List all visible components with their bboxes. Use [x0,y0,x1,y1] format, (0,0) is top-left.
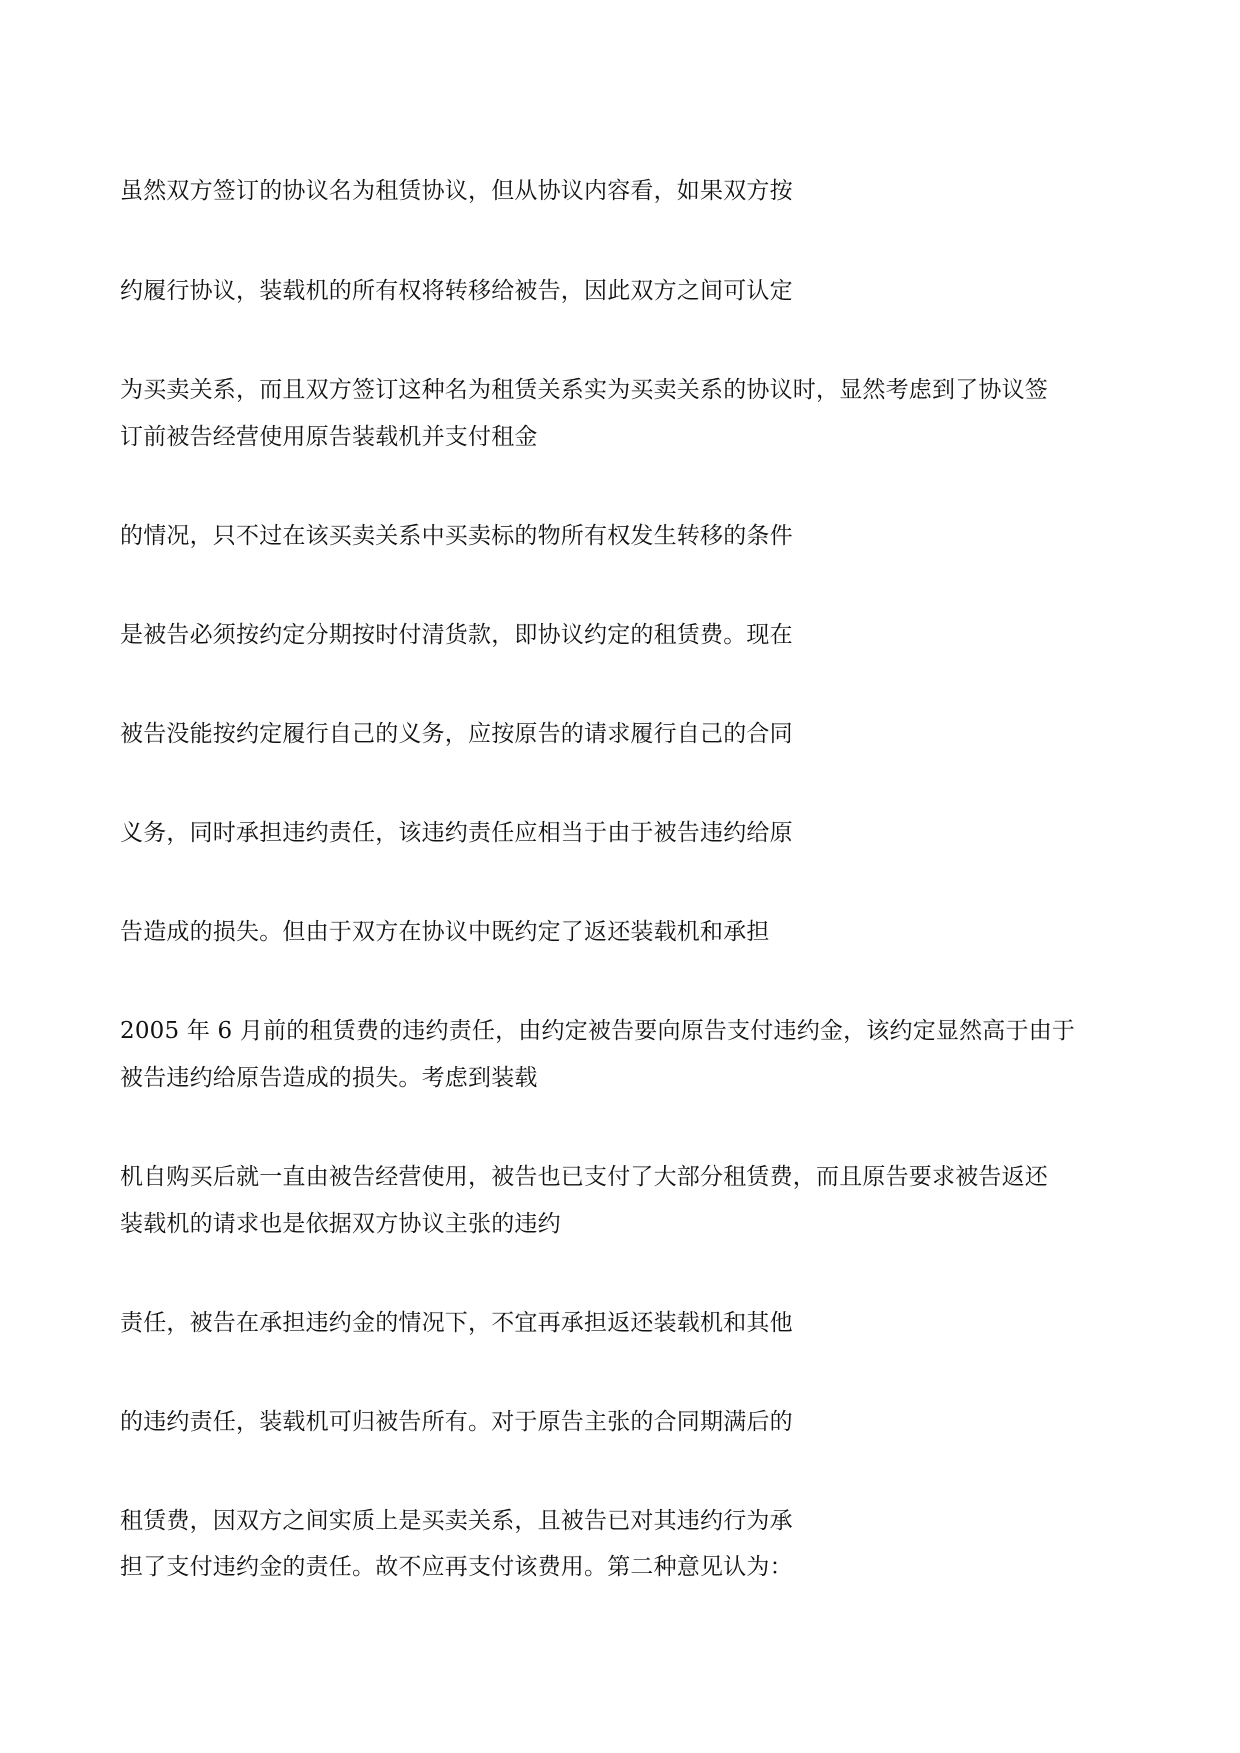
text-line: 被告违约给原告造成的损失。考虑到装载 [120,1065,538,1091]
text-line: 2005 年 6 月前的租赁费的违约责任，由约定被告要向原告支付违约金，该约定显然高于由于 [120,1018,1076,1044]
text-line: 是被告必须按约定分期按时付清货款，即协议约定的租赁费。现在 [120,622,793,648]
text-line: 装载机的请求也是依据双方协议主张的违约 [120,1211,561,1237]
text-line: 虽然双方签订的协议名为租赁协议，但从协议内容看，如果双方按 [120,178,793,204]
text-line: 义务，同时承担违约责任，该违约责任应相当于由于被告违约给原 [120,820,793,846]
text-line: 租赁费，因双方之间实质上是买卖关系，且被告已对其违约行为承 [120,1508,793,1534]
text-line: 为买卖关系，而且双方签订这种名为租赁关系实为买卖关系的协议时，显然考虑到了协议签 [120,377,1048,403]
text-line: 担了支付违约金的责任。故不应再支付该费用。第二种意见认为： [120,1554,793,1580]
text-line: 的情况，只不过在该买卖关系中买卖标的物所有权发生转移的条件 [120,523,793,549]
text-line: 告造成的损失。但由于双方在协议中既约定了返还装载机和承担 [120,919,770,945]
text-line: 被告没能按约定履行自己的义务，应按原告的请求履行自己的合同 [120,721,793,747]
text-line: 责任，被告在承担违约金的情况下，不宜再承担返还装载机和其他 [120,1310,793,1336]
text-line: 的违约责任，装载机可归被告所有。对于原告主张的合同期满后的 [120,1409,793,1435]
text-line: 机自购买后就一直由被告经营使用，被告也已支付了大部分租赁费，而且原告要求被告返还 [120,1164,1048,1190]
text-line: 约履行协议，装载机的所有权将转移给被告，因此双方之间可认定 [120,278,793,304]
text-line: 订前被告经营使用原告装载机并支付租金 [120,424,538,450]
